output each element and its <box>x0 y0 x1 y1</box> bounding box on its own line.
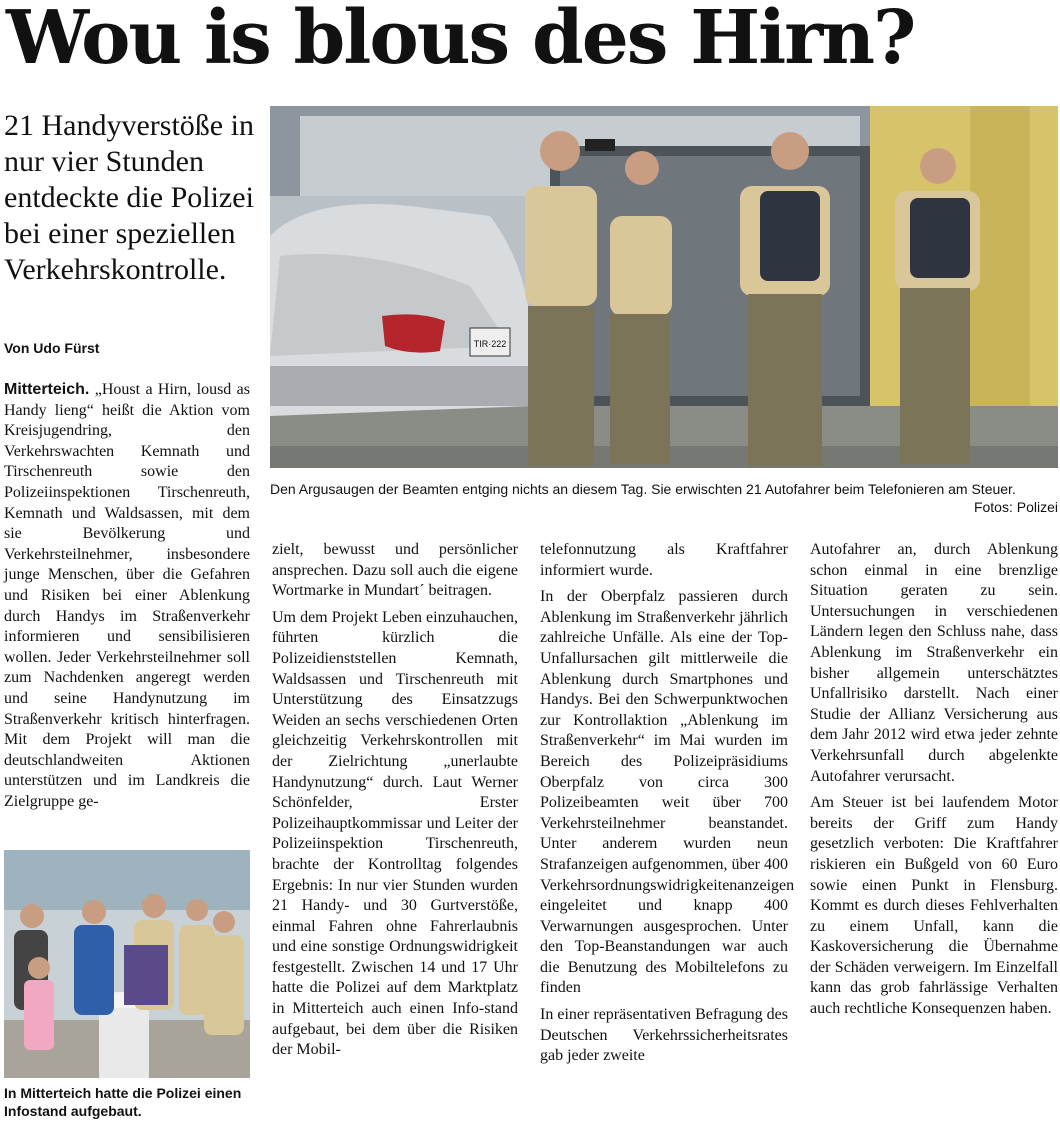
article-column-1 <box>4 380 250 818</box>
article-column-4 <box>810 540 1058 1026</box>
column2-paragraph-1: zielt, bewusst und persönlicher ansprechen. Dazu soll auch die eigene Wortmarke in Mundart´ beitragen. <box>272 541 518 600</box>
headline: Wou is blous des Hirn? <box>6 0 915 81</box>
column3-paragraph-3: In einer repräsentativen Befragung des Deutschen Verkehrssicherheitsrates gab jeder zweite <box>540 1006 788 1065</box>
article-column-3 <box>540 540 795 1073</box>
column4-paragraph-1: Autofahrer an, durch Ablenkung schon einmal in eine brenzlige Situation geraten zu sein. Untersuchungen in verschiedenen Ländern legen den Schluss nahe, dass Ablenkung im Straßenverkehr ein bisher allgemein unterschätztes Unfallrisiko darstellt. Nach einer Studie der Allianz Versicherung aus dem Jahr 2012 wird etwa jeder zehnte Verkehrsunfall durch abgelenkte Autofahrer verursacht. <box>810 541 1058 785</box>
byline: Von Udo Fürst <box>4 340 100 356</box>
column3-paragraph-1: telefonnutzung als Kraftfahrer informiert wurde. <box>540 541 788 579</box>
main-photo-caption-text: Den Argusaugen der Beamten entging nichts an diesem Tag. Sie erwischten 21 Autofahrer beim Telefonieren am Steuer. <box>270 481 1016 497</box>
main-photo <box>270 106 1058 468</box>
small-photo-caption: In Mitterteich hatte die Polizei einen Infostand aufgebaut. <box>4 1085 242 1119</box>
column2-paragraph-2: Um dem Projekt Leben einzuhauchen, führten kürzlich die Polizeidienststellen Kemnath, Waldsassen und Tirschenreuth mit Unterstützung des Einsatzzugs Weiden an sechs verschiedenen Orten gleichzeitig Verkehrskontrollen mit der Zielrichtung „unerlaubte Handynutzung“ durch. Laut Werner Schönfelder, Erster Polizeihauptkommissar und Leiter der Polizeiinspektion Tirschenreuth, brachte der Kontrolltag folgendes Ergebnis: In nur vier Stunden wurden 21 Handy- und 30 Gurtverstöße, einmal Fahren ohne Fahrerlaubnis und eine sonstige Ordnungswidrigkeit festgestellt. Zwischen 14 und 17 Uhr hatte die Polizei auf dem Marktplatz in Mitterteich auch einen Info-stand aufgebaut, bei dem über die Risiken der Mobil- <box>272 608 518 1059</box>
teaser: 21 Handyverstöße in nur vier Stunden entdeckte die Polizei bei einer speziellen Verkehrskontrolle. <box>4 109 254 286</box>
small-photo <box>4 850 250 1078</box>
column1-paragraph-1: „Houst a Hirn, lousd as Handy lieng“ heißt die Aktion vom Kreisjugendring, den Verkehrswachten Kemnath und Tirschenreuth sowie den Polizeiinspektionen Tirschenreuth, Kemnath und Waldsassen, mit dem sie Bevölkerung und Verkehrsteilnehmer, insbesondere junge Menschen, über die Gefahren und Risiken bei einer Ablenkung durch Handys im Straßenverkehr informieren und sensibilisieren wollen. Jeder Verkehrsteilnehmer soll zum Nachdenken angeregt werden und seine Handynutzung im Straßenverkehr kritisch hinterfragen. Mit dem Projekt will man die deutschlandweiten Aktionen unterstützen und im Landkreis die Zielgruppe ge- <box>4 381 251 810</box>
main-photo-caption <box>270 480 1058 516</box>
dateline: Mitterteich. <box>4 381 90 398</box>
column3-paragraph-2: In der Oberpfalz passieren durch Ablenkung im Straßenverkehr jährlich zahlreiche Unfälle. Als eine der Top-Unfallursachen gilt mittlerweile die Ablenkung durch Smartphones und Handys. Bei den Schwerpunktwochen zur Kontrollaktion „Ablenkung im Straßenverkehr“ im Mai wurden im Bereich des Polizeipräsidiums Oberpfalz von circa 300 Polizeibeamten weit über 700 Verkehrsteilnehmer beanstandet. Unter anderem wurden neun Strafanzeigen aufgenommen, über 400 Verkehrsordnungswidrigkeitenanzeigen eingeleitet und knapp 400 Verwarnungen ausgesprochen. Unter den Top-Beanstandungen war auch die Benutzung des Mobiltelefons zu finden <box>540 588 795 997</box>
license-plate: TIR·222 <box>473 339 507 349</box>
article-column-2 <box>272 540 518 1067</box>
photo-credit: Fotos: Polizei <box>973 499 1058 515</box>
column4-paragraph-2: Am Steuer ist bei laufendem Motor bereits der Griff zum Handy gesetzlich verboten: Die Kraftfahrer riskieren ein Bußgeld von 60 Euro sowie einen Punkt in Flensburg. Kommt es durch dieses Fehlverhalten zu einem Unfall, kann die Kaskoversicherung die Übernahme der Schäden verweigern. Im Einzelfall kann das grob fahrlässige Verhalten auch rechtliche Konsequenzen haben. <box>810 794 1058 1018</box>
